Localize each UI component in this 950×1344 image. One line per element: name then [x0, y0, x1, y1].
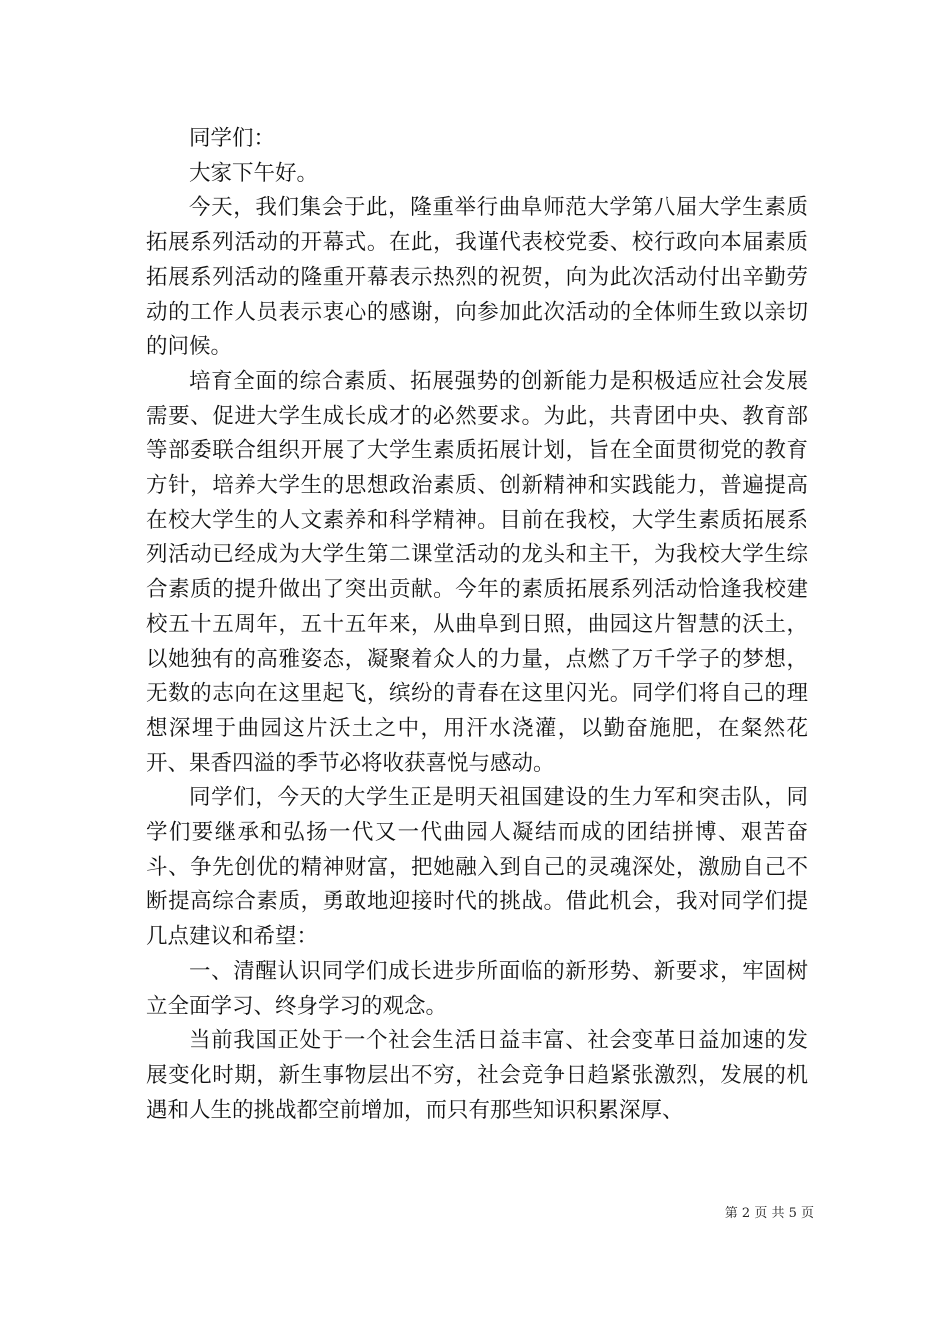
paragraph-point-one: 一、清醒认识同学们成长进步所面临的新形势、新要求，牢固树立全面学习、终身学习的观念。 — [146, 958, 808, 1019]
paragraph-background: 培育全面的综合素质、拓展强势的创新能力是积极适应社会发展需要、促进大学生成长成才的必然要求。为此，共青团中央、教育部等部委联合组织开展了大学生素质拓展计划，旨在全面贯彻党的教育方针，培养大学生的思想政治素质、创新精神和实践能力，普遍提高在校大学生的人文素养和科学精神。目前在我校，大学生素质拓展系列活动已经成为大学生第二课堂活动的龙头和主干，为我校大学生综合素质的提升做出了突出贡献。今年的素质拓展系列活动恰逢我校建校五十五周年，五十五年来，从曲阜到日照，曲园这片智慧的沃土，以她独有的高雅姿态，凝聚着众人的力量，点燃了万千学子的梦想，无数的志向在这里起飞，缤纷的青春在这里闪光。同学们将自己的理想深埋于曲园这片沃土之中，用汗水浇灌，以勤奋施肥，在粲然花开、果香四溢的季节必将收获喜悦与感动。 — [146, 368, 808, 776]
paragraph-salutation: 同学们： — [189, 126, 276, 151]
document-body — [146, 122, 808, 1128]
paragraph-current-situation: 当前我国正处于一个社会生活日益丰富、社会变革日益加速的发展变化时期，新生事物层出不穷，社会竞争日趋紧张激烈，发展的机遇和人生的挑战都空前增加，而只有那些知识积累深厚、 — [146, 1028, 808, 1123]
paragraph-opening: 今天，我们集会于此，隆重举行曲阜师范大学第八届大学生素质拓展系列活动的开幕式。在此，我谨代表校党委、校行政向本届素质拓展系列活动的隆重开幕表示热烈的祝贺，向为此次活动付出辛勤劳动的工作人员表示衷心的感谢，向参加此次活动的全体师生致以亲切的问候。 — [146, 195, 808, 360]
page-number-footer: 第 2 页 共 5 页 — [724, 1206, 814, 1221]
paragraph-greeting: 大家下午好。 — [189, 160, 319, 186]
paragraph-appeal: 同学们，今天的大学生正是明天祖国建设的生力军和突击队，同学们要继承和弘扬一代又一代曲园人凝结而成的团结拼博、艰苦奋斗、争先创优的精神财富，把她融入到自己的灵魂深处，激励自己不断提高综合素质，勇敢地迎接时代的挑战。借此机会，我对同学们提几点建议和希望： — [146, 785, 808, 950]
